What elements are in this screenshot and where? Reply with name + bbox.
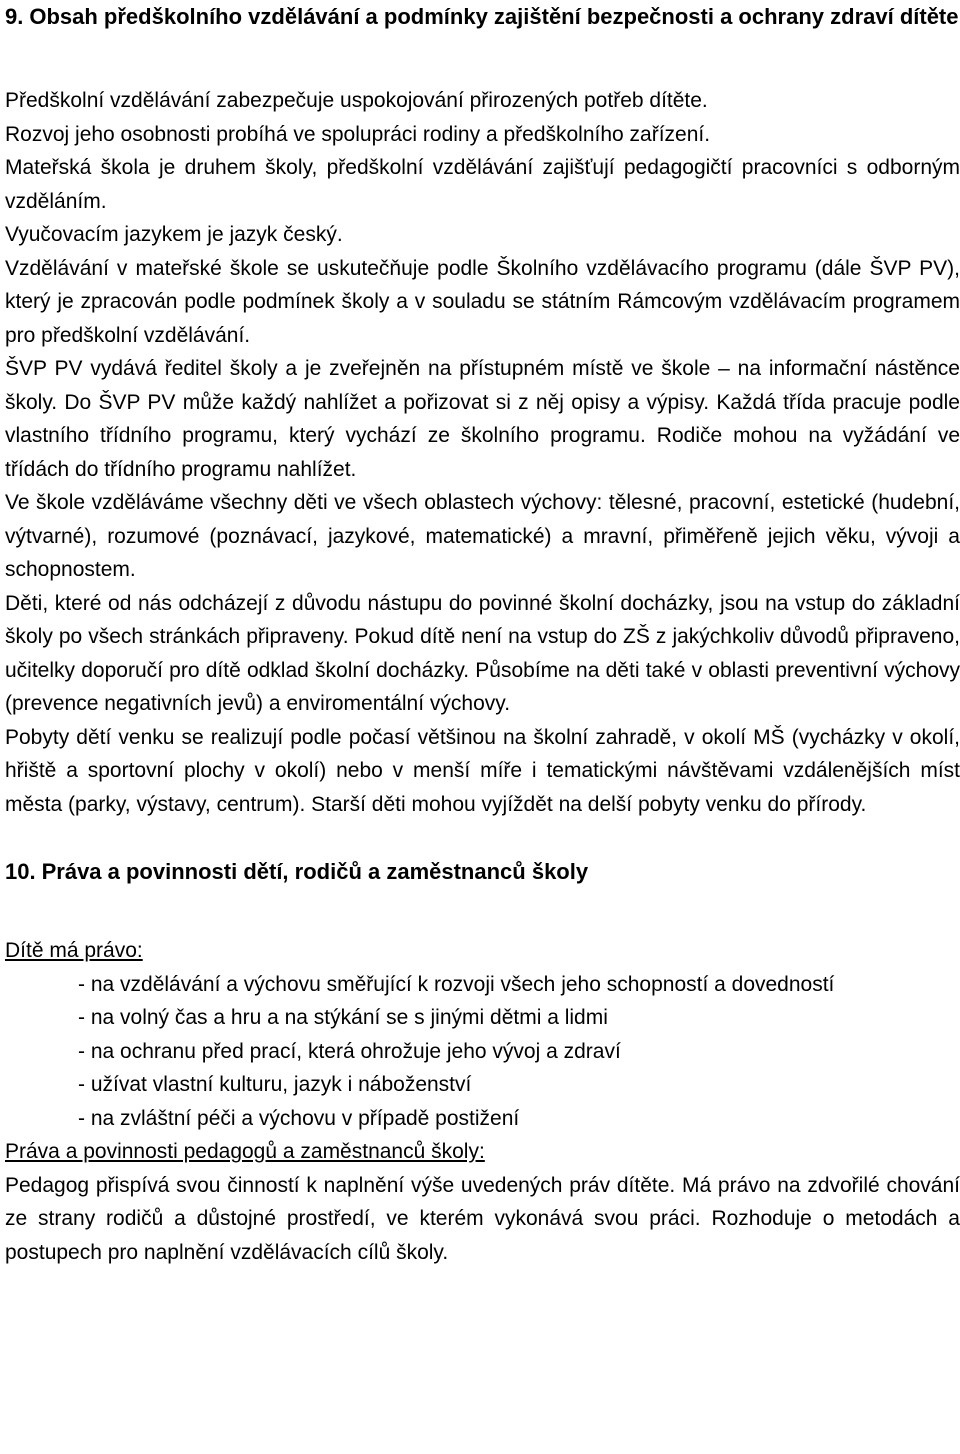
list-item: - na vzdělávání a výchovu směřující k rozvoji všech jeho schopností a dovedností [78, 972, 835, 996]
paragraph-needs: Předškolní vzdělávání zabezpečuje uspokojování přirozených potřeb dítěte. [5, 89, 708, 112]
document-page [5, 0, 960, 1269]
staff-rights-heading: Práva a povinnosti pedagogů a zaměstnanců školy: [5, 1140, 485, 1163]
paragraph-outdoor-stays: Pobyty dětí venku se realizují podle počasí většinou na školní zahradě, v okolí MŠ (vycházky v okolí, hřiště a sportovní plochy v okolí) nebo v menší míře i tematickými návštěvami vzdálenějších míst města (parky, výstavy, centrum). Starší děti mohou vyjíždět na delší pobyty venku do přírody. [5, 725, 960, 816]
paragraph-language: Vyučovacím jazykem je jazyk český. [5, 223, 343, 246]
paragraph-school-readiness: Děti, které od nás odcházejí z důvodu nástupu do povinné školní docházky, jsou na vstup do základní školy po všech stránkách připraveny. Pokud dítě není na vstup do ZŠ z jakýchkoliv důvodů připraveno, učitelky doporučí pro dítě odklad školní docházky. Působíme na děti také v oblasti preventivní výchovy (prevence negativních jevů) a enviromentální výchovy. [5, 591, 960, 715]
section-10-number: 10. [5, 859, 36, 884]
list-item: - na ochranu před prací, která ohrožuje jeho vývoj a zdraví [78, 1039, 621, 1063]
child-rights-list [5, 968, 848, 1136]
section-9-heading [5, 0, 960, 33]
list-item: - na zvláštní péči a výchovu v případě postižení [78, 1106, 520, 1130]
spacer [5, 888, 960, 934]
paragraph-svp: Vzdělávání v mateřské škole se uskutečňuje podle Školního vzdělávacího programu (dále ŠVP PV), který je zpracován podle podmínek školy a v souladu se státním Rámcovým vzdělávacím programem pro předškolní vzdělávání. [5, 256, 960, 347]
paragraph-education-areas: Ve škole vzděláváme všechny děti ve všech oblastech výchovy: tělesné, pracovní, estetické (hudební, výtvarné), rozumové (poznávací, jazykové, matematické) a mravní, přiměřeně jejich věku, vývoji a schopnostem. [5, 491, 960, 581]
paragraph-svp-access: ŠVP PV vydává ředitel školy a je zveřejněn na přístupném místě ve škole – na informační nástěnce školy. Do ŠVP PV může každý nahlížet a pořizovat si z něj opisy a výpisy. Každá třída pracuje podle vlastního třídního programu, který vychází ze školního programu. Rodiče mohou na vyžádání ve třídách do třídního programu nahlížet. [5, 357, 960, 481]
paragraph-staff-rights: Pedagog přispívá svou činností k naplnění výše uvedených práv dítěte. Má právo na zdvořilé chování ze strany rodičů a důstojné prostředí, ve kterém vykonává svou práci. Rozhoduje o metodách a postupech pro naplnění vzdělávacích cílů školy. [5, 1173, 960, 1264]
list-item: - na volný čas a hru a na stýkání se s jinými dětmi a lidmi [78, 1006, 608, 1029]
list-item: - užívat vlastní kulturu, jazyk i náboženství [78, 1073, 472, 1096]
spacer [5, 821, 960, 855]
child-rights-heading: Dítě má právo: [5, 939, 143, 962]
section-10-heading [5, 855, 960, 888]
section-9-title: Obsah předškolního vzdělávání a podmínky zajištění bezpečnosti a ochrany zdraví dítěte [29, 4, 959, 29]
paragraph-personality: Rozvoj jeho osobnosti probíhá ve spolupráci rodiny a předškolního zařízení. [5, 122, 711, 146]
paragraph-school-type: Mateřská škola je druhem školy, předškolní vzdělávání zajišťují pedagogičtí pracovníci s odborným vzděláním. [5, 156, 960, 213]
section-9-number: 9. [5, 4, 24, 29]
section-10-title: Práva a povinnosti dětí, rodičů a zaměstnanců školy [41, 859, 589, 884]
spacer [5, 33, 960, 84]
